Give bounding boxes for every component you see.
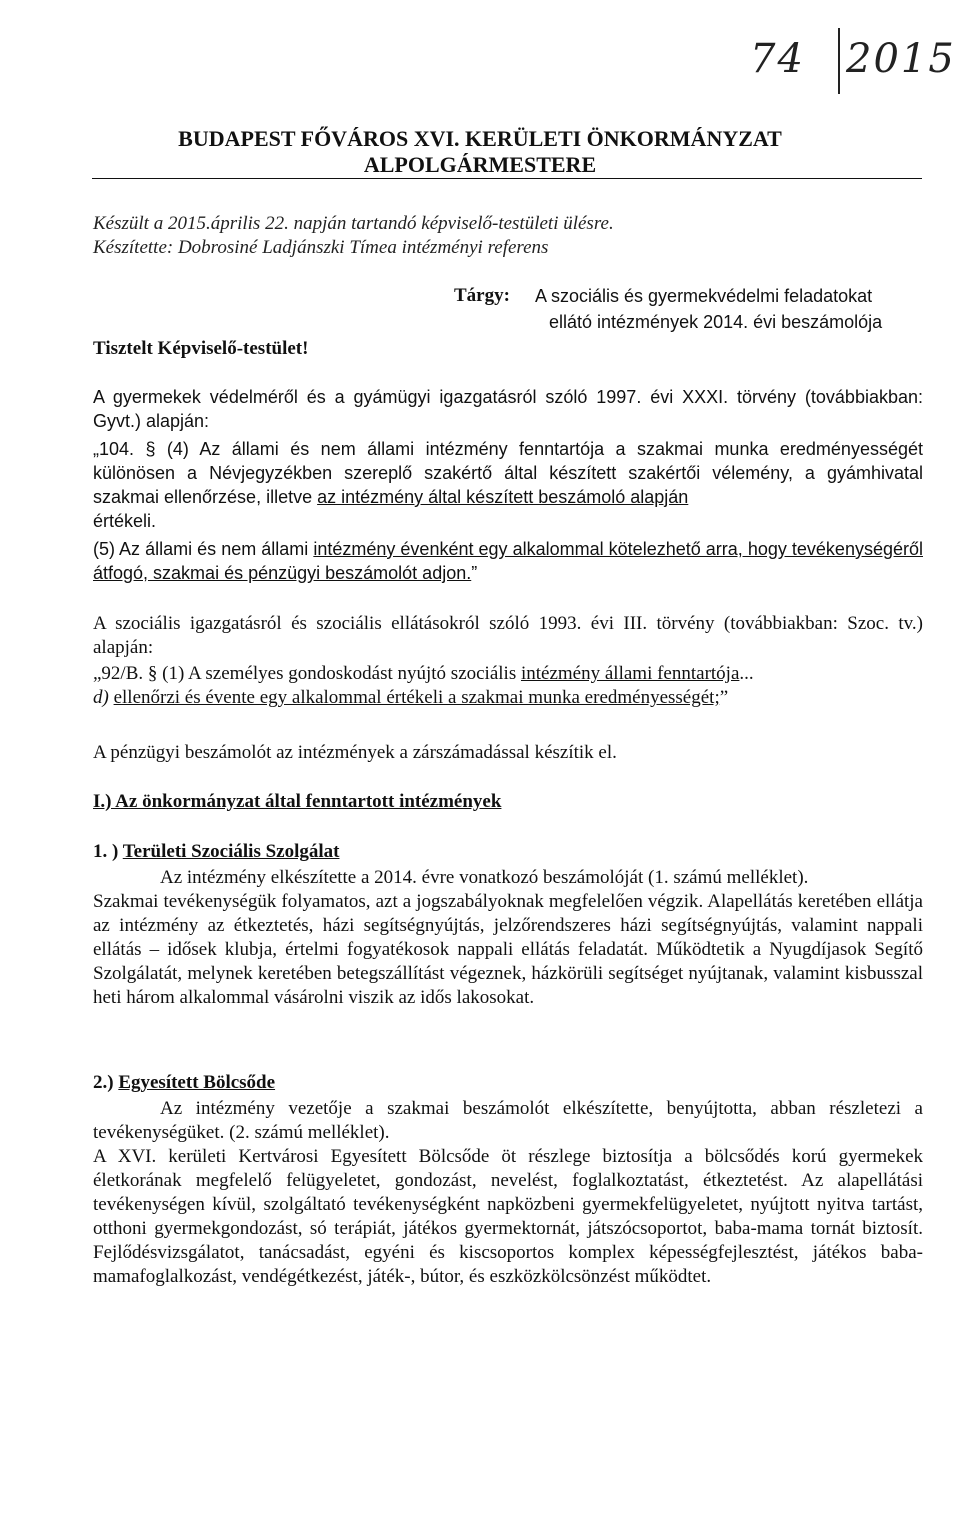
quote-104-underlined: az intézmény által készített beszámoló alapján [317, 487, 689, 507]
item-2-number: 2.) [93, 1072, 114, 1093]
section-1-heading [93, 791, 501, 813]
subject-line1: A szociális és gyermekvédelmi feladatokat [535, 286, 873, 306]
subject-line2: ellátó intézmények 2014. évi beszámolója [549, 312, 883, 332]
quote-92b-d-end: ” [719, 687, 729, 708]
item-1-first-line: Az intézmény elkészítette a 2014. évre vonatkozó beszámolóját (1. számú melléklet). [160, 867, 809, 888]
handwritten-divider [838, 28, 840, 94]
item-1-title: Területi Szociális Szolgálat [122, 841, 340, 862]
gyvt-intro [93, 385, 923, 433]
prepared-by-line: Készítette: Dobrosiné Ladjánszki Tímea intézményi referens [93, 237, 549, 258]
quote-104-end: értékeli. [93, 511, 157, 531]
quote-5-underlined: intézmény évenként egy alkalommal kötelezhető arra, hogy tevékenységéről átfogó, szakmai és pénzügyi beszámolót adjon. [93, 539, 923, 583]
item-1-number: 1. ) [93, 841, 119, 862]
szoctv-intro: A szociális igazgatásról és szociális ellátásokról szóló 1993. évi III. törvény (továbbiakban: Szoc. tv.) alapján: [93, 613, 923, 658]
item-2-heading [93, 1072, 275, 1094]
item-2-body: A XVI. kerületi Kertvárosi Egyesített Bölcsőde öt részlege biztosítja a bölcsődés korú gyermekek életkorának megfelelő felügyeletet, gondozást, nevelést, foglalkoztatást, étkeztetést. Az alapellátási tevékenységen kívül, szolgáltató tevékenységként napközbeni gyermekfelügyeletet, nyújtott nyitva tartást, otthoni gyermekgondozást, só terápiát, játékos gyermektornát, játszócsoportot, baba-mama tornát biztosít. Fejlődésvizsgálatot, tanácsadást, egyéni és kiscsoportos komplex képességfejlesztést, játékos baba-mamafoglalkozást, vendégétkezést, játék-, bútor, és eszközkölcsönzést működtet. [93, 1146, 923, 1287]
quote-104-text: „104. § (4) Az állami és nem állami intézmény fenntartója a szakmai munka eredményességét különösen a Névjegyzékben szereplő szakértő által készített szakértői vélemény, a gyámhivatal szakmai ellenőrzése, illetve [93, 439, 923, 507]
item-2-intro: Az intézmény vezetője a szakmai beszámolót elkészítette, benyújtotta, abban részletezi a tevékenységüket. (2. számú melléklet). [93, 1098, 923, 1143]
prepared-for-line: Készült a 2015.április 22. napján tartandó képviselő-testületi ülésre. [93, 213, 614, 234]
quote-92b-d-text: ellenőrzi és évente egy alkalommal értékeli a szakmai munka eredményességét; [113, 687, 720, 708]
quote-92b-d-label: d) [93, 687, 109, 708]
quote-92b-text: „92/B. § (1) A személyes gondoskodást nyújtó szociális [93, 663, 521, 684]
header-rule [92, 178, 922, 179]
handwritten-number-right: 2015 [846, 36, 956, 82]
gyvt-104-quote [93, 437, 923, 533]
gyvt-intro-text: A gyermekek védelméről és a gyámügyi igazgatásról szóló 1997. évi XXXI. törvény (továbbiakban: Gyvt.) alapján: [93, 387, 923, 431]
handwritten-number-left: 74 [750, 36, 805, 82]
quote-92b-underlined: intézmény állami fenntartója [520, 663, 740, 684]
quote-5-text: (5) Az állami és nem állami [93, 539, 314, 559]
quote-5-end: ” [471, 563, 478, 583]
item-1-heading [93, 841, 339, 863]
salutation: Tisztelt Képviselő-testület! [93, 338, 309, 359]
quote-92b-dots: ... [739, 663, 754, 684]
szoctv-quote [93, 662, 923, 710]
section-1-heading-text: I.) Az önkormányzat által fenntartott intézmények [93, 791, 502, 812]
header-title-line1: BUDAPEST FŐVÁROS XVI. KERÜLETI ÖNKORMÁNYZAT [178, 126, 782, 151]
item-2-title: Egyesített Bölcsőde [118, 1072, 276, 1093]
item-1-body: Szakmai tevékenységük folyamatos, azt a jogszabályoknak megfelelően végzik. Alapellátás keretében ellátja az intézmény az étkeztetés, házi segítségnyújtás, jelzőrendszeres házi segítségnyújtás, valamint nappali ellátás – idősek klubja, értelmi fogyatékosok nappali ellátás feladatát. Működtetik a Nyugdíjasok Segítő Szolgálatát, melynek keretében betegszállítást végeznek, házkörüli segítséget nyújtanak, valamint kisbusszal heti három alkalommal vásárolni viszik az idős lakosokat. [93, 891, 923, 1008]
financial-report-note: A pénzügyi beszámolót az intézmények a zárszámadással készítik el. [93, 742, 617, 763]
subject-label: Tárgy: [454, 285, 510, 306]
gyvt-105-quote [93, 537, 923, 585]
header-title-line2: ALPOLGÁRMESTERE [363, 152, 597, 177]
